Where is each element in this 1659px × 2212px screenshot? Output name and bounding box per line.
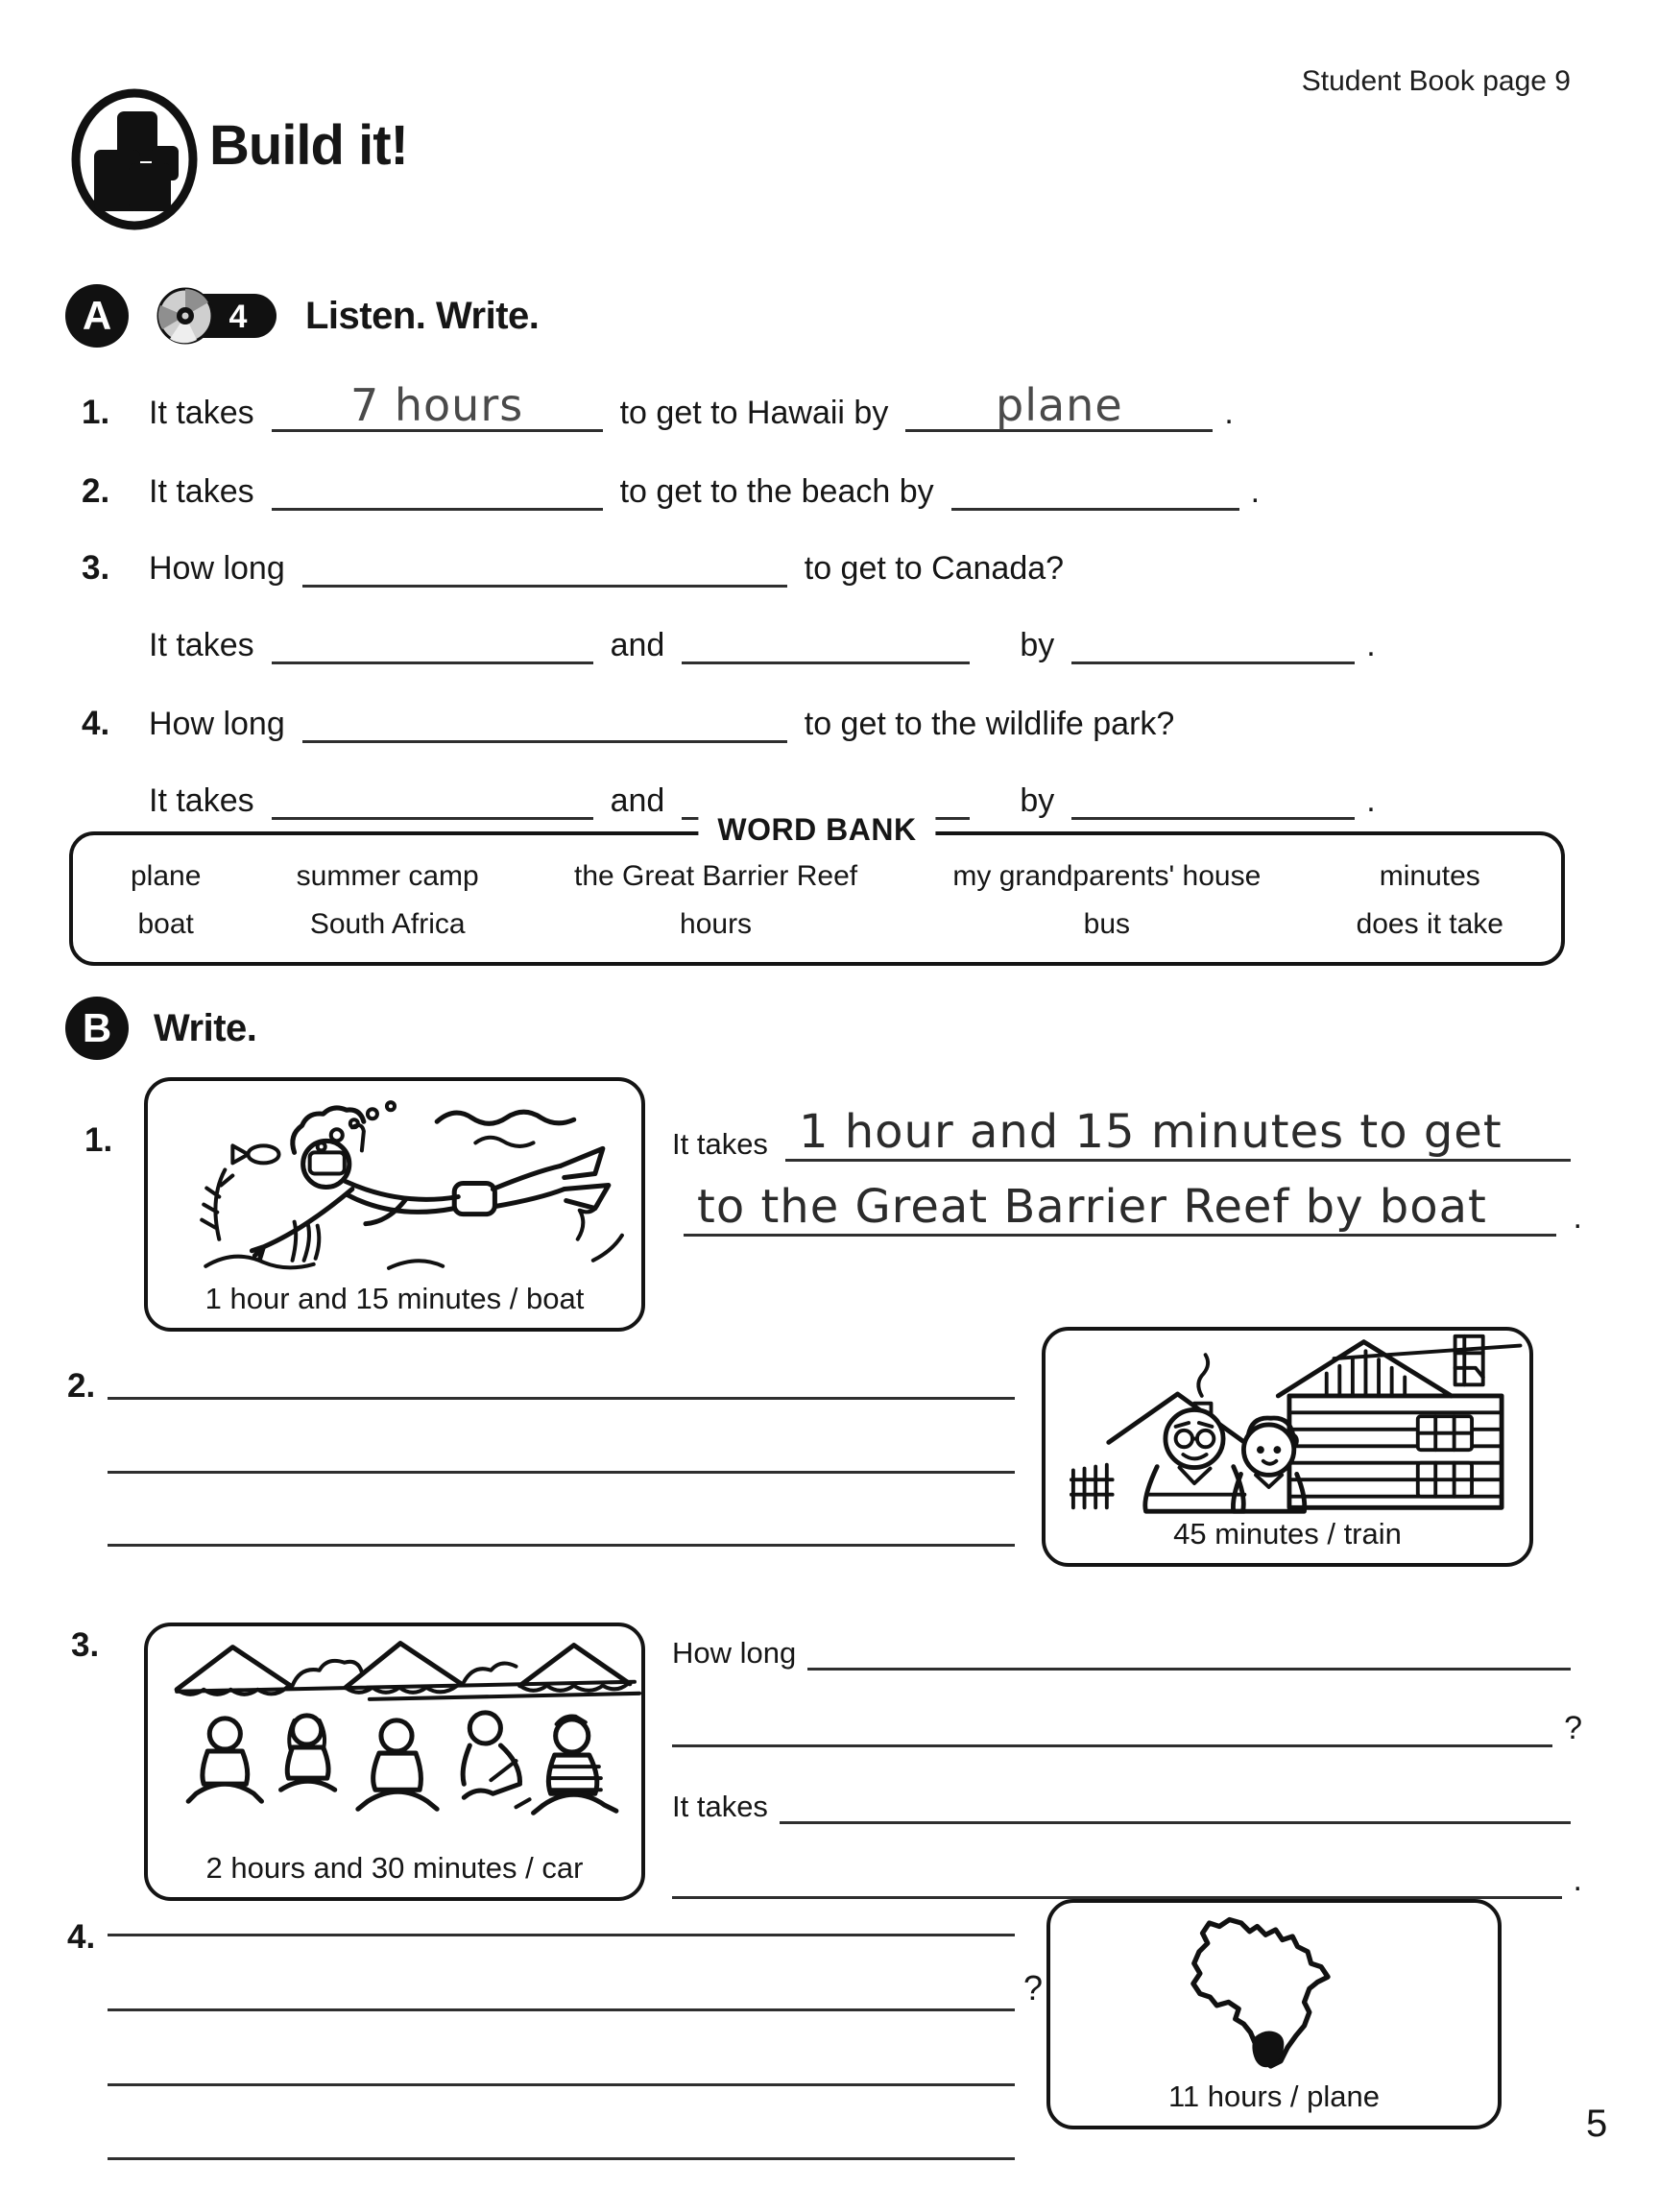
section-b-header <box>65 997 256 1060</box>
exercise-b3-answer-line2 <box>672 1849 1582 1899</box>
snorkeler-coral-reef-illustration <box>148 1081 641 1282</box>
sentence-text: and <box>610 782 665 819</box>
sentence-text: . <box>1573 1862 1582 1898</box>
section-a-header <box>65 284 539 348</box>
answer-blank[interactable] <box>807 1624 1571 1671</box>
answer-blank[interactable] <box>1071 774 1355 820</box>
answer-blank[interactable] <box>108 1397 1015 1400</box>
answer-blank[interactable] <box>272 465 603 511</box>
handwritten-answer: 7 hours <box>350 379 524 431</box>
item-number: 4. <box>82 705 110 742</box>
word-bank-word: plane <box>131 860 202 892</box>
word-bank-word: does it take <box>1356 908 1503 940</box>
word-bank-word: bus <box>1083 908 1131 940</box>
handwritten-answer: plane <box>996 379 1123 431</box>
sentence-text: . <box>1250 473 1261 510</box>
exercise-b3-answer <box>672 1774 1582 1824</box>
picture-card-summer-camp <box>144 1623 645 1901</box>
answer-blank[interactable] <box>672 1701 1552 1747</box>
sentence-text: It takes <box>149 782 254 819</box>
answer-blank[interactable] <box>780 1778 1571 1824</box>
item-number: 4. <box>67 1918 96 1956</box>
answer-blank[interactable] <box>951 465 1239 511</box>
answer-blank[interactable] <box>108 1544 1015 1547</box>
answer-blank[interactable] <box>302 697 787 743</box>
picture-caption: 11 hours / plane <box>1167 2080 1381 2113</box>
answer-blank[interactable] <box>682 618 970 664</box>
item-number: 3. <box>82 549 110 587</box>
answer-blank[interactable] <box>108 1934 1015 1936</box>
cd-audio-icon <box>154 284 280 348</box>
sentence-text: It takes <box>672 1127 768 1161</box>
section-a-instruction: Listen. Write. <box>305 294 540 337</box>
sentence-text: to get to the wildlife park? <box>804 706 1175 742</box>
answer-blank[interactable] <box>272 774 593 820</box>
sentence-text: It takes <box>149 395 254 431</box>
sentence-text: How long <box>149 550 285 587</box>
picture-caption: 45 minutes / train <box>1173 1517 1402 1551</box>
build-it-blocks-logo-icon <box>67 86 202 232</box>
sentence-text: and <box>610 627 665 663</box>
picture-card-snorkeler <box>144 1077 645 1332</box>
section-b-badge: B <box>65 997 129 1060</box>
answer-blank[interactable] <box>108 2157 1015 2160</box>
exercise-a1 <box>82 379 1601 432</box>
sentence-text: to get to Hawaii by <box>619 395 889 431</box>
exercise-b3-question <box>672 1621 1582 1671</box>
cd-track-number: 4 <box>228 299 248 335</box>
sentence-text: . <box>1224 395 1234 431</box>
exercise-a4-question <box>82 693 1601 743</box>
item-number: 2. <box>82 472 110 510</box>
answer-blank[interactable] <box>272 618 593 664</box>
exercise-a3-question <box>82 538 1601 588</box>
section-b-instruction: Write. <box>154 1006 257 1049</box>
word-bank-column <box>1357 860 1503 941</box>
grandparents-log-house-illustration <box>1046 1331 1529 1517</box>
answer-blank[interactable] <box>108 2083 1015 2086</box>
sentence-text: It takes <box>149 473 254 510</box>
word-bank-word: hours <box>680 908 753 940</box>
word-bank-column <box>131 860 201 941</box>
question-mark: ? <box>1564 1710 1582 1746</box>
sentence-text: to get to Canada? <box>804 550 1065 587</box>
page-number: 5 <box>1586 2103 1608 2145</box>
word-bank-word: boat <box>137 908 194 940</box>
sentence-text: How long <box>672 1636 797 1670</box>
answer-blank[interactable] <box>108 1471 1015 1474</box>
exercise-a2 <box>82 461 1601 511</box>
word-bank-word: summer camp <box>296 860 479 892</box>
exercise-a3-answer <box>82 614 1601 664</box>
picture-caption: 2 hours and 30 minutes / car <box>205 1851 584 1885</box>
student-book-reference: Student Book page 9 <box>1301 65 1571 97</box>
picture-caption: 1 hour and 15 minutes / boat <box>204 1282 585 1315</box>
picture-card-africa <box>1046 1899 1502 2129</box>
word-bank-word: South Africa <box>309 908 466 940</box>
word-bank-title: WORD BANK <box>698 812 935 848</box>
word-bank-word: my grandparents' house <box>952 860 1262 892</box>
word-bank-column <box>952 860 1261 941</box>
africa-map-south-africa-illustration <box>1050 1903 1498 2080</box>
item-number: 2. <box>67 1367 96 1405</box>
sentence-text: by <box>1020 627 1055 663</box>
answer-blank[interactable] <box>785 1105 1571 1162</box>
answer-blank[interactable] <box>272 379 603 432</box>
exercise-b3-question-line2 <box>672 1697 1582 1747</box>
section-a-badge: A <box>65 284 129 348</box>
sentence-text: to get to the beach by <box>619 473 934 510</box>
word-bank-column <box>297 860 479 941</box>
handwritten-answer: to the Great Barrier Reef by boat <box>697 1180 1487 1234</box>
picture-card-grandparents <box>1042 1327 1533 1567</box>
answer-blank[interactable] <box>684 1180 1556 1237</box>
answer-blank[interactable] <box>108 2008 1015 2011</box>
word-bank-word: the Great Barrier Reef <box>573 860 858 892</box>
item-number: 1. <box>84 1121 113 1159</box>
item-number: 3. <box>71 1626 100 1664</box>
word-bank <box>69 812 1565 966</box>
sentence-text: . <box>1366 627 1376 663</box>
answer-blank[interactable] <box>905 379 1213 432</box>
sentence-text: . <box>1366 782 1376 819</box>
sentence-text: . <box>1573 1199 1582 1236</box>
sentence-text: by <box>1020 782 1055 819</box>
word-bank-column <box>574 860 857 941</box>
word-bank-word: minutes <box>1379 860 1480 892</box>
page-title: Build it! <box>209 114 408 177</box>
answer-blank[interactable] <box>672 1853 1562 1899</box>
answer-blank[interactable] <box>302 541 787 588</box>
item-number: 1. <box>82 394 110 431</box>
exercise-b1-answer <box>672 1106 1582 1237</box>
sentence-text: It takes <box>149 627 254 663</box>
sentence-text: It takes <box>672 1790 768 1823</box>
sentence-text: How long <box>149 706 285 742</box>
question-mark: ? <box>1023 1968 1044 2008</box>
handwritten-answer: 1 hour and 15 minutes to get <box>798 1105 1503 1159</box>
answer-blank[interactable] <box>1071 618 1355 664</box>
summer-camp-tents-illustration <box>148 1626 641 1851</box>
